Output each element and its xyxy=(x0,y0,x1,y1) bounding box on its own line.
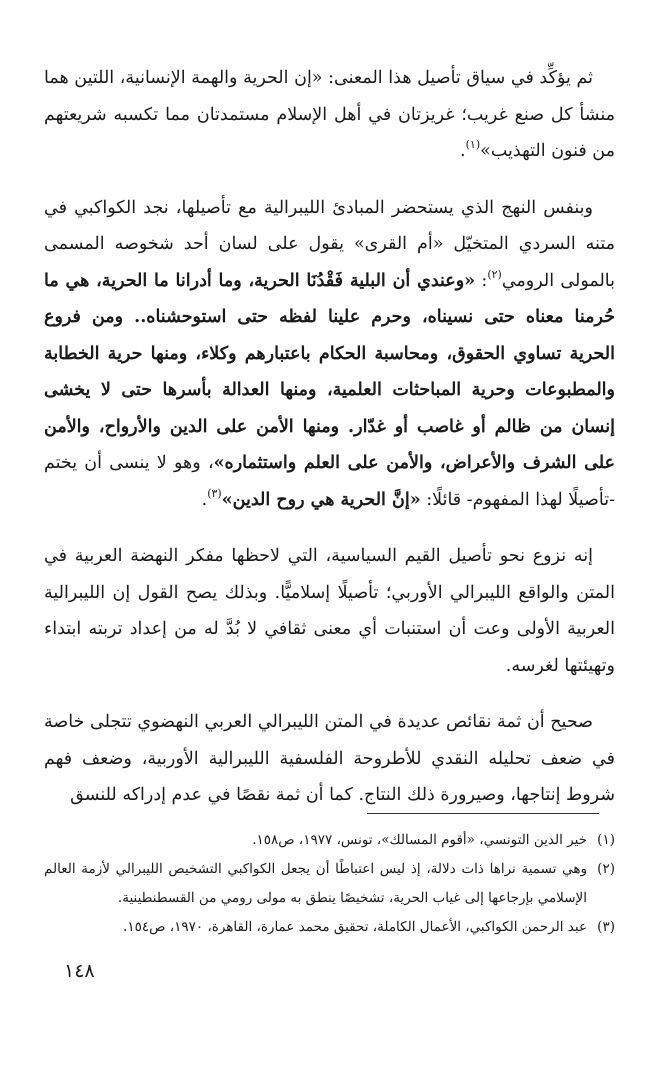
footnote xyxy=(44,826,615,855)
text-segment: صحيح أن ثمة نقائص عديدة في المتن الليبرالي العربي النهضوي تتجلى خاصة في ضعف تحليله النقدي للأطروحة الفلسفية الليبرالية الأوربية، وضعف فهم شروط إنتاجها، وصيرورة ذلك النتاج. كما أن ثمة نقصًا في عدم إدراكه للنسق xyxy=(44,712,615,805)
paragraph xyxy=(44,60,615,170)
footnote-text: وهي تسمية نراها ذات دلالة، إذ ليس اعتباطًا أن يجعل الكواكبي التشخيص الليبرالي لأزمة العالم الإسلامي بإرجاعها إلى غياب الحرية، تشخيصًا ينطق به مولى رومي من القسطنطينية. xyxy=(44,861,587,906)
footnote-reference: (٣) xyxy=(207,486,222,500)
footnote-text: عبد الرحمن الكواكبي، الأعمال الكاملة، تحقيق محمد عمارة، القاهرة، ١٩٧٠، ص١٥٤. xyxy=(123,919,587,935)
footnote-reference: (١) xyxy=(465,138,481,151)
footnotes xyxy=(44,826,615,942)
paragraph xyxy=(44,538,615,684)
text-segment: . xyxy=(460,141,466,161)
paragraph xyxy=(44,190,615,519)
text-segment: ، وهو لا ينسى أن يختم -تأصيلًا لهذا المفهوم- قائلًا: xyxy=(44,453,615,510)
page-number: ١٤٨ xyxy=(64,960,95,982)
text-segment: إنه نزوع نحو تأصيل القيم السياسية، التي لاحظها مفكر النهضة العربية في المتن والواقع الليبرالي الأوربي؛ تأصيلًا إسلاميًّا. وبذلك يصح القول إن الليبرالية العربية الأولى وعت أن استنبات أي معنى ثقافي لا بُدَّ له من إعداد تربته ابتداء وتهيئتها لغرسه. xyxy=(44,546,615,676)
text-segment: : xyxy=(475,270,488,291)
quoted-text: «إنَّ الحرية هي روح الدين» xyxy=(221,489,421,510)
quoted-text: «وعندي أن البلية فَقْدُنَا الحرية، وما أدرانا ما الحرية، هي ما حُرمنا معناه حتى نسيناه، وحرم علينا لفظه حتى استوحشناه.. ومن فروع الحرية تساوي الحقوق، ومحاسبة الحكام باعتبارهم وكلاء، ومنها حرية الخطابة والمطبوعات وحرية المباحثات العلمية، ومنها العدالة بأسرها حتى لا يخشى إنسان من ظالم أو غاصب أو غدّار. ومنها الأمن على الدين والأرواح، والأمن على الشرف والأعراض، والأمن على العلم واستثماره» xyxy=(44,270,616,473)
footnote-text: خير الدين التونسي، «أقوم المسالك»، تونس، ١٩٧٧، ص١٥٨. xyxy=(252,832,587,848)
footnote-number: (١) xyxy=(597,832,615,848)
footnote xyxy=(44,855,615,913)
main-text xyxy=(44,60,615,834)
footnote-separator xyxy=(367,813,599,814)
footnote-reference: (٢) xyxy=(487,267,502,281)
text-segment: . xyxy=(201,489,208,510)
text-segment: ثم يؤكِّد في سياق تأصيل هذا المعنى: «إن الحرية والهمة الإنسانية، اللتين هما منشأ كل صنع غريب؛ غريزتان في أهل الإسلام مستمدتان مما تكسبه شريعتهم من فنون التهذيب» xyxy=(44,68,615,161)
text-segment: وبنفس النهج الذي يستحضر المبادئ الليبرالية مع تأصيلها، نجد الكواكبي في متنه السردي المتخيّل «أم القرى» يقول على لسان أحد شخوصه المسمى بالمولى الرومي xyxy=(44,197,616,291)
footnote-number: (٣) xyxy=(597,919,615,935)
footnote-number: (٢) xyxy=(597,861,615,877)
paragraph xyxy=(44,704,615,814)
footnote xyxy=(44,913,615,942)
